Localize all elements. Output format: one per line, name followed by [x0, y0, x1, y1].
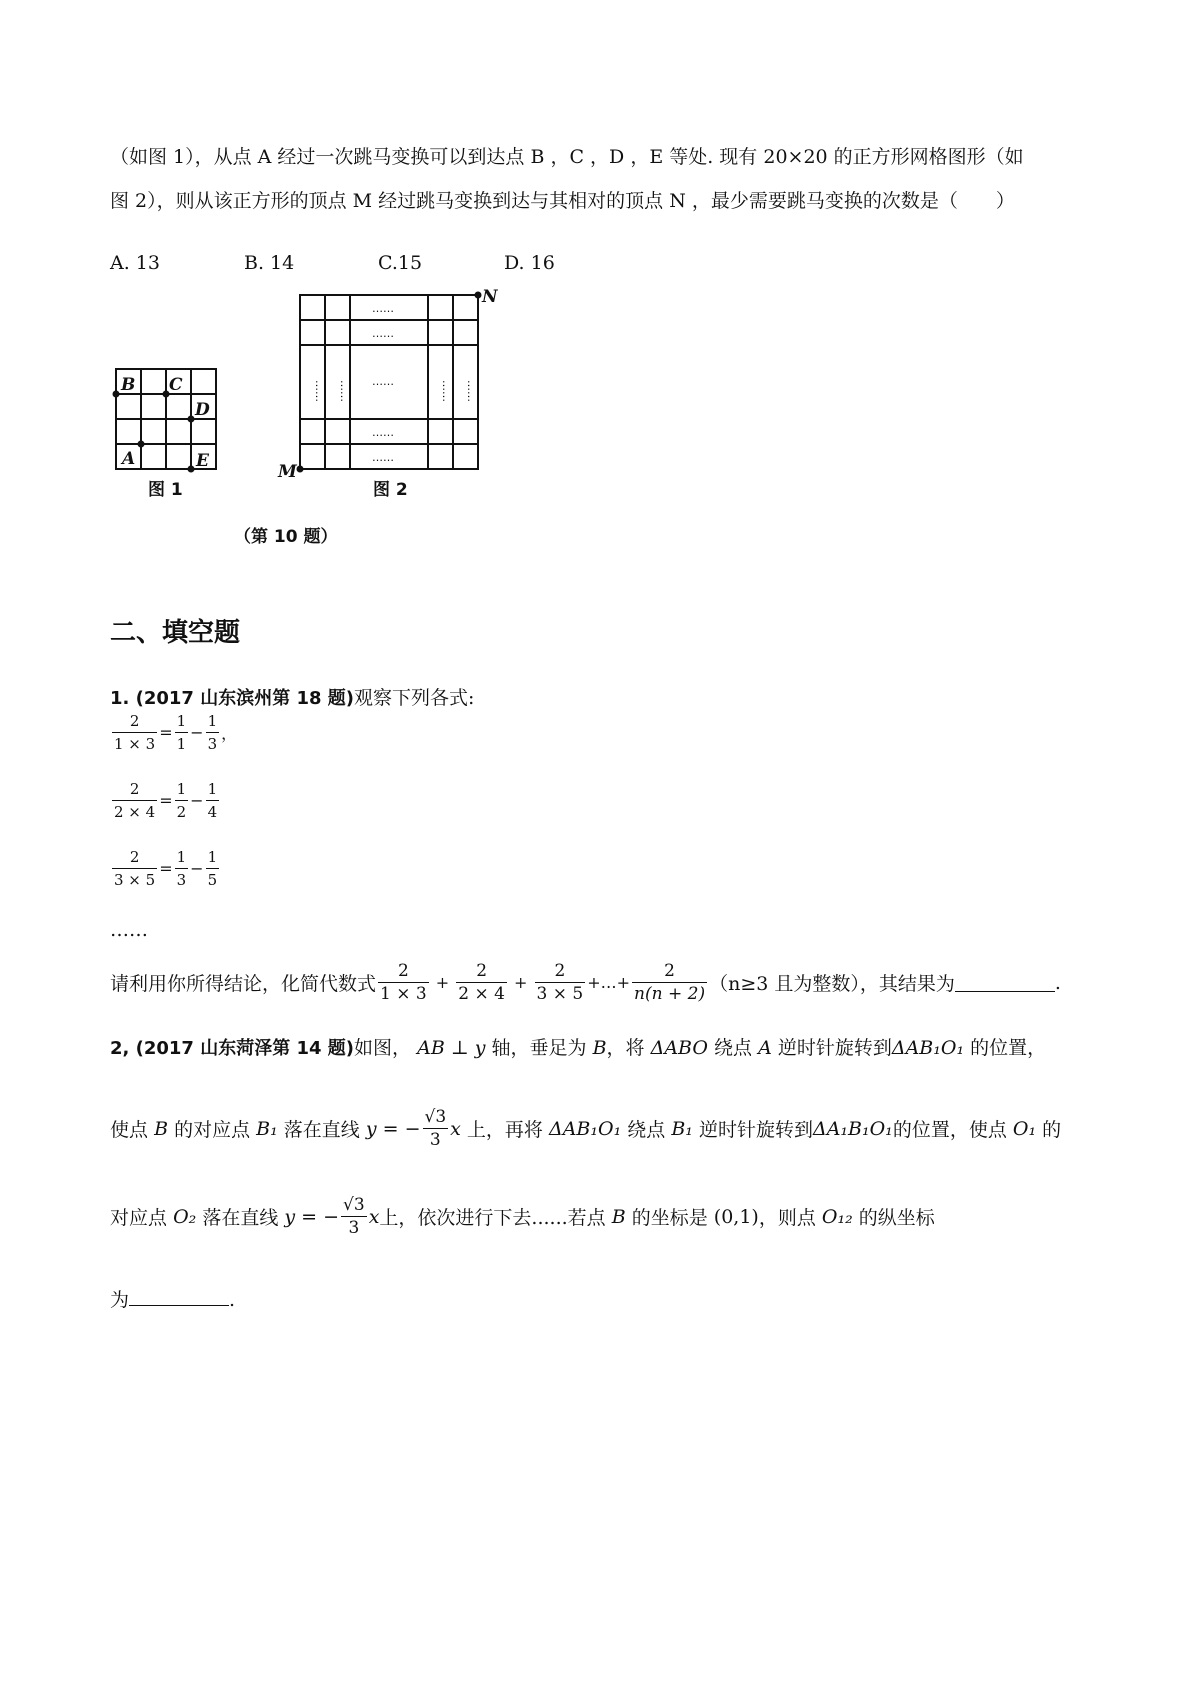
svg-text:……: …… — [465, 380, 478, 402]
term2-num: 2 — [456, 962, 507, 983]
eq1-lhs-den: 1 × 3 — [114, 735, 156, 753]
p2-l2-f: 上，再将 — [466, 1119, 543, 1141]
p2-line2 — [110, 1108, 1061, 1149]
eq1-a-den: 1 — [176, 735, 187, 753]
svg-text:……: …… — [372, 451, 394, 464]
q10-text-line1: （如图 1），从点 A 经过一次跳马变换可以到达点 B ，C ，D ，E 等处. 现有 20×20 的正方形网格图形（如 — [110, 146, 1024, 168]
p2-answer-blank — [129, 1287, 229, 1306]
eq3-b-num: 1 — [206, 848, 220, 869]
q10-caption: （第 10 题） — [234, 527, 338, 547]
p2-l4-end: . — [229, 1289, 236, 1311]
p2-sqrt-num-2: √3 — [343, 1195, 365, 1215]
p2-l1-a: 如图， — [354, 1037, 412, 1059]
eq3-b-den: 5 — [207, 871, 218, 889]
svg-text:……: …… — [440, 380, 453, 402]
fig2-caption: 图 2 — [373, 480, 408, 500]
p2-l2-b: B — [154, 1117, 169, 1140]
eq3-a-den: 3 — [176, 871, 187, 889]
eq3-a-num: 1 — [175, 848, 189, 869]
fig2-label-n: N — [482, 287, 498, 307]
p2-line1 — [110, 1034, 1046, 1063]
p2-l3-h: ，则点 — [758, 1207, 816, 1229]
option-a: A. 13 — [110, 252, 160, 274]
p2-l1-e: ，将 — [606, 1037, 645, 1059]
p2-l2-i: B₁ — [671, 1117, 693, 1140]
eq2-a-den: 2 — [176, 803, 187, 821]
p2-l2-k: ΔA₁B₁O₁ — [812, 1117, 893, 1140]
eq2-a-num: 1 — [175, 780, 189, 801]
p2-l3-e: B — [611, 1205, 626, 1228]
fig1-label-b: B — [121, 375, 136, 395]
p1-condition: （n≥3 且为整数），其结果为 — [709, 973, 955, 995]
fig1-label-c: C — [169, 375, 183, 395]
p2-l1-h: A — [758, 1037, 772, 1059]
p2-l2-g: ΔAB₁O₁ — [548, 1117, 622, 1140]
p2-line4 — [110, 1286, 235, 1314]
p2-l1-d: B — [592, 1037, 607, 1059]
p2-l3-b: O₂ — [173, 1205, 197, 1228]
eq3-lhs-den: 3 × 5 — [114, 871, 156, 889]
p2-l3-c: 落在直线 — [202, 1207, 279, 1229]
p1-eq3: $\frac{2}{3 \times 5}$ = $\frac{1}{3}$ − $\frac{1}{5}$ — [114, 848, 218, 889]
p1-heading — [110, 684, 474, 713]
p2-line-eq-y-2: y = − — [284, 1205, 340, 1228]
p2-l3-d: 上，依次进行下去......若点 — [379, 1207, 606, 1229]
svg-text:……: …… — [313, 380, 326, 402]
term1-den: 1 × 3 — [380, 984, 427, 1004]
p2-l1-f: ΔABO — [650, 1037, 708, 1059]
svg-text:……: …… — [372, 302, 394, 315]
eq1-b-den: 3 — [207, 735, 218, 753]
last-term-den: n(n + 2) — [634, 984, 706, 1004]
eq1-a-num: 1 — [175, 712, 189, 733]
term3-num: 2 — [535, 962, 586, 983]
eq3-lhs-num: 2 — [112, 848, 157, 869]
p2-l3-j: 的纵坐标 — [858, 1207, 935, 1229]
option-b: B. 14 — [244, 252, 295, 274]
p1-eq2: $\frac{2}{2 \times 4}$ = $\frac{1}{2}$ − $\frac{1}{4}$ — [114, 780, 218, 821]
p2-l1-j: ΔAB₁O₁ — [891, 1037, 965, 1059]
p2-l1-i: 逆时针旋转到 — [777, 1037, 892, 1059]
p2-l1-c: 轴，垂足为 — [491, 1037, 587, 1059]
p1-ellipsis: …… — [110, 919, 148, 941]
fig1-label-e: E — [196, 451, 209, 471]
p2-l2-a: 使点 — [110, 1119, 149, 1141]
svg-text:……: …… — [372, 375, 394, 388]
eq2-lhs-num: 2 — [112, 780, 157, 801]
option-c: C.15 — [378, 252, 423, 274]
p2-l3-i: O₁₂ — [821, 1205, 853, 1228]
p2-l2-l: 的位置，使点 — [892, 1119, 1007, 1141]
p2-l2-j: 逆时针旋转到 — [698, 1119, 813, 1141]
term3-den: 3 × 5 — [536, 984, 584, 1004]
fig2-label-m: M — [278, 462, 297, 482]
eq2-lhs-den: 2 × 4 — [114, 803, 156, 821]
eq1-tail: ， — [221, 724, 238, 743]
q10-text-line2: 图 2），则从该正方形的顶点 M 经过跳马变换到达与其相对的顶点 N ，最少需要跳马变换的次数是（ ） — [110, 190, 1015, 212]
eq1-b-num: 1 — [206, 712, 220, 733]
q10-figures — [110, 287, 570, 590]
p2-line3 — [110, 1196, 935, 1237]
p2-l2-n: 的 — [1042, 1119, 1062, 1141]
p2-line-eq-x-2: x — [368, 1205, 380, 1228]
svg-text:……: …… — [372, 327, 394, 340]
p2-sqrt-num: √3 — [424, 1107, 447, 1127]
eq1-lhs-num: 2 — [112, 712, 157, 733]
p1-text: 观察下列各式: — [354, 687, 475, 709]
p1-answer-blank — [955, 973, 1055, 992]
p2-l3-f: 的坐标是 — [631, 1207, 708, 1229]
p2-l1-g: 绕点 — [714, 1037, 753, 1059]
fig1-label-a: A — [122, 449, 136, 469]
p1-plus-dots: +…+ — [587, 973, 631, 992]
p2-l3-g: (0,1) — [713, 1205, 759, 1228]
p2-l1-k: 的位置， — [970, 1037, 1047, 1059]
p2-l4-a: 为 — [110, 1289, 130, 1311]
last-term-num: 2 — [632, 962, 707, 983]
section-title: 二、填空题 — [110, 618, 241, 648]
p1-label: 1. (2017 山东滨州第 18 题) — [110, 688, 355, 709]
p2-line-eq-y: y = − — [365, 1117, 421, 1140]
p2-l2-h: 绕点 — [627, 1119, 666, 1141]
p2-l1-b: AB ⊥ y — [417, 1037, 486, 1059]
p2-sqrt-den-2: 3 — [348, 1218, 360, 1238]
svg-text:……: …… — [372, 426, 394, 439]
p2-l2-e: 落在直线 — [283, 1119, 360, 1141]
p1-ask-pre: 请利用你所得结论，化简代数式 — [110, 973, 377, 995]
fig1-label-d: D — [195, 400, 210, 420]
p2-label: 2, (2017 山东菏泽第 14 题) — [110, 1038, 355, 1059]
p2-l2-d: B₁ — [256, 1117, 278, 1140]
p2-line-eq-x: x — [450, 1117, 461, 1140]
p1-ask: 请利用你所得结论，化简代数式 $\frac{2}{1 \times 3}$ + $\frac{2}{2 \times 4}$ + $\frac{2}{3 \times 5}$ +…+ $\frac{2}{n(n + 2)}$ （n≥3 且为整数），其结果为 . — [110, 961, 1061, 1004]
p2-l2-c: 的对应点 — [174, 1119, 251, 1141]
p2-sqrt-den: 3 — [429, 1130, 441, 1150]
fig1-caption: 图 1 — [148, 480, 183, 500]
eq2-b-den: 4 — [207, 803, 218, 821]
eq2-b-num: 1 — [206, 780, 220, 801]
term2-den: 2 × 4 — [458, 984, 505, 1004]
svg-text:……: …… — [338, 380, 351, 402]
p1-end: . — [1054, 971, 1061, 994]
p1-eq1: $\frac{2}{1 \times 3}$ = $\frac{1}{1}$ − $\frac{1}{3}$ ， — [114, 712, 238, 753]
term1-num: 2 — [378, 962, 429, 983]
p2-l3-a: 对应点 — [110, 1207, 168, 1229]
p2-l2-m: O₁ — [1012, 1117, 1037, 1140]
option-d: D. 16 — [504, 252, 555, 274]
